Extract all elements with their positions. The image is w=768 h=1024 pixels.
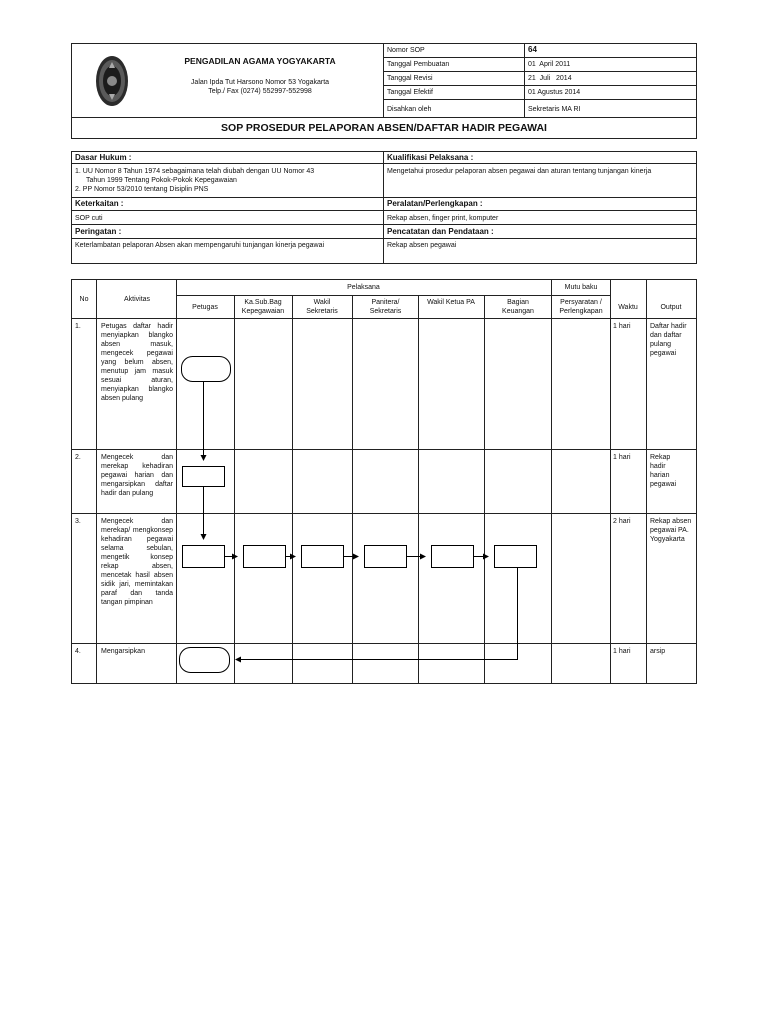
row-waktu: 1 hari [613,323,631,330]
col-header-kasubbag: Ka.Sub.Bag Kepegawaian [241,299,285,315]
flow-process-step3-panitera [365,546,407,568]
peralatan-label: Peralatan/Perlengkapan : [387,199,483,208]
dasar-hukum-item: 2. PP Nomor 53/2010 tentang Disiplin PNS [75,186,209,193]
flow-return-arrow [236,568,518,660]
sop-title: SOP PROSEDUR PELAPORAN ABSEN/DAFTAR HADIR PEGAWAI [221,122,547,134]
flow-process-step3-wakil-sekretaris [302,546,344,568]
col-header-persyaratan: Persyaratan / Perlengkapan [559,299,603,315]
row-waktu: 1 hari [613,454,631,461]
row-aktivitas: Mengecek dan merekap kehadiran pegawai harian dan mengarsipkan daftar hadir dan pulang [101,454,173,497]
kualifikasi-value: Mengetahui prosedur pelaporan absen pegawai dan aturan tentang tunjangan kinerja [387,168,652,175]
peringatan-value: Keterlambatan pelaporan Absen akan mempengaruhi tunjangan kinerja pegawai [75,242,325,249]
kualifikasi-label: Kualifikasi Pelaksana : [387,153,474,162]
meta-value: Sekretaris MA RI [528,106,581,113]
col-header-aktivitas: Aktivitas [123,296,151,303]
meta-value: 64 [528,45,537,54]
institution-phone: Telp./ Fax (0274) 552997-552998 [208,88,312,95]
row-number: 4. [75,648,81,655]
row-aktivitas: Mengarsipkan [101,648,145,655]
meta-label: Nomor SOP [387,47,425,54]
meta-value: 01 Agustus 2014 [528,89,581,96]
keterkaitan-label: Keterkaitan : [75,199,124,208]
row-aktivitas: Petugas daftar hadir menyiapkan blangko absen masuk, mengecek pegawai yang belum absen, menutup jam masuk sesuai aturan, menyiapkan blangko absen pulang [101,323,173,402]
flow-process-step2 [183,467,225,487]
col-header-no: No [79,296,89,303]
meta-value: 01 April 2011 [528,61,571,68]
meta-label: Tanggal Pembuatan [387,61,450,68]
col-header-bagian-keuangan: Bagian Keuangan [502,299,534,315]
col-header-wakil-ketua: Wakil Ketua PA [427,299,475,306]
pencatatan-label: Pencatatan dan Pendataan : [387,227,494,236]
meta-label: Disahkan oleh [387,106,432,113]
col-header-wakil-sekretaris: Wakil Sekretaris [306,299,338,315]
row-output: Daftar hadir dan daftar pulang pegawai [650,323,687,357]
col-header-petugas: Petugas [192,304,218,311]
flow-end-terminator [180,648,230,673]
keterkaitan-value: SOP cuti [75,215,103,222]
meta-value: 21 Juli 2014 [528,75,572,82]
row-output: Rekap hadir harian pegawai [650,454,677,488]
meta-label: Tanggal Efektif [387,89,433,96]
meta-label: Tanggal Revisi [387,75,433,82]
peringatan-label: Peringatan : [75,227,122,236]
institution-name: PENGADILAN AGAMA YOGYAKARTA [184,56,336,66]
row-output: Rekap absen pegawai PA. Yogyakarta [650,518,692,543]
flow-process-step3-kasubbag [244,546,286,568]
peralatan-value: Rekap absen, finger print, komputer [387,215,499,222]
flow-process-step3-keuangan [495,546,537,568]
pencatatan-value: Rekap absen pegawai [387,242,457,249]
dasar-hukum-item-cont: Tahun 1999 Tentang Pokok-Pokok Kepegawaian [86,177,237,184]
col-header-mutu-baku: Mutu baku [564,284,598,291]
col-header-pelaksana: Pelaksana [347,284,380,291]
flow-start-terminator [182,357,231,382]
row-number: 1. [75,323,81,330]
row-aktivitas: Mengecek dan merekap/ mengkonsep kehadiran pegawai selama sebulan, mengetik konsep rekap absen, mencetak hasil absen sidik jari, memintakan paraf dan tanda tangan pimpinan [101,518,173,606]
row-number: 3. [75,518,81,525]
institution-address: Jalan Ipda Tut Harsono Nomor 53 Yogakarta [190,79,330,86]
col-header-panitera: Panitera/ Sekretaris [369,299,402,315]
col-header-output: Output [660,304,682,311]
row-output: arsip [650,648,666,655]
row-waktu: 1 hari [613,648,631,655]
row-number: 2. [75,454,81,461]
col-header-waktu: Waktu [618,304,638,311]
flow-process-step3-petugas [183,546,225,568]
flow-process-step3-wakil-ketua [432,546,474,568]
row-waktu: 2 hari [613,518,631,525]
dasar-hukum-item: 1. UU Nomor 8 Tahun 1974 sebagaimana telah diubah dengan UU Nomor 43 [75,168,315,175]
dasar-hukum-label: Dasar Hukum : [75,153,132,162]
